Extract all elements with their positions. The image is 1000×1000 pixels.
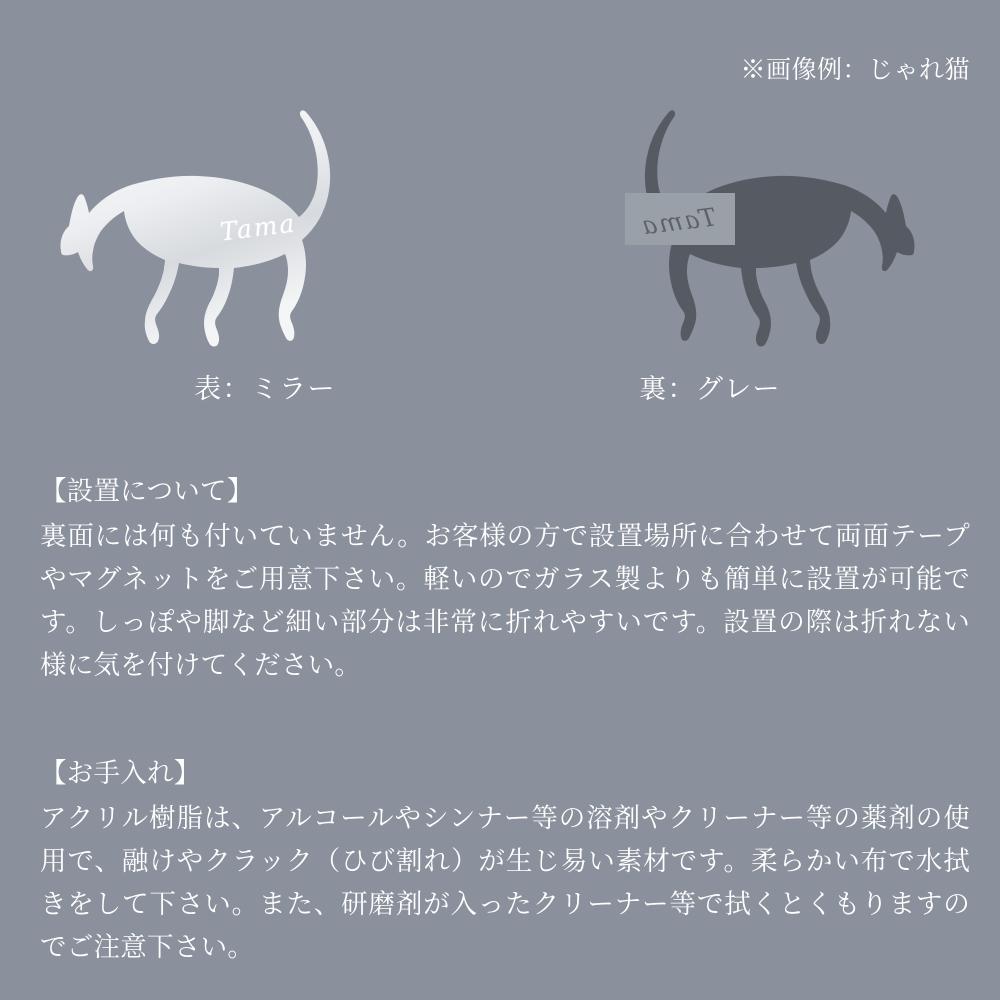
section-installation xyxy=(40,470,970,687)
caption-front: 表：ミラー xyxy=(194,374,336,404)
installation-body: 裏面には何も付いていません。お客様の方で設置場所に合わせて両面テープやマグネットをご用意下さい。軽いのでガラス製よりも簡単に設置が可能です。しっぽや脚など細い部分は非常に折れやすいです。設置の際は折れない様に気を付けてください。 xyxy=(40,520,970,680)
care-heading: 【お手入れ】 xyxy=(40,758,201,788)
product-front-mirror xyxy=(55,95,475,404)
installation-heading: 【設置について】 xyxy=(40,476,254,506)
cat-silhouette-front xyxy=(55,95,475,365)
section-care xyxy=(40,752,970,969)
engraved-name-front: Tama xyxy=(218,208,298,247)
image-example-note: ※画像例：じゃれ猫 xyxy=(740,56,970,84)
engraved-name-back: Tama xyxy=(638,202,718,241)
product-back-gray xyxy=(500,95,920,404)
caption-back: 裏：グレー xyxy=(639,374,781,404)
product-preview-group xyxy=(0,95,1000,415)
care-body: アクリル樹脂は、アルコールやシンナー等の溶剤やクリーナー等の薬剤の使用で、融けやクラック（ひび割れ）が生じ易い素材です。柔らかい布で水拭きをして下さい。また、研磨剤が入ったクリーナー等で拭くとくもりますのでご注意下さい。 xyxy=(40,802,970,962)
cat-silhouette-back xyxy=(500,95,920,365)
